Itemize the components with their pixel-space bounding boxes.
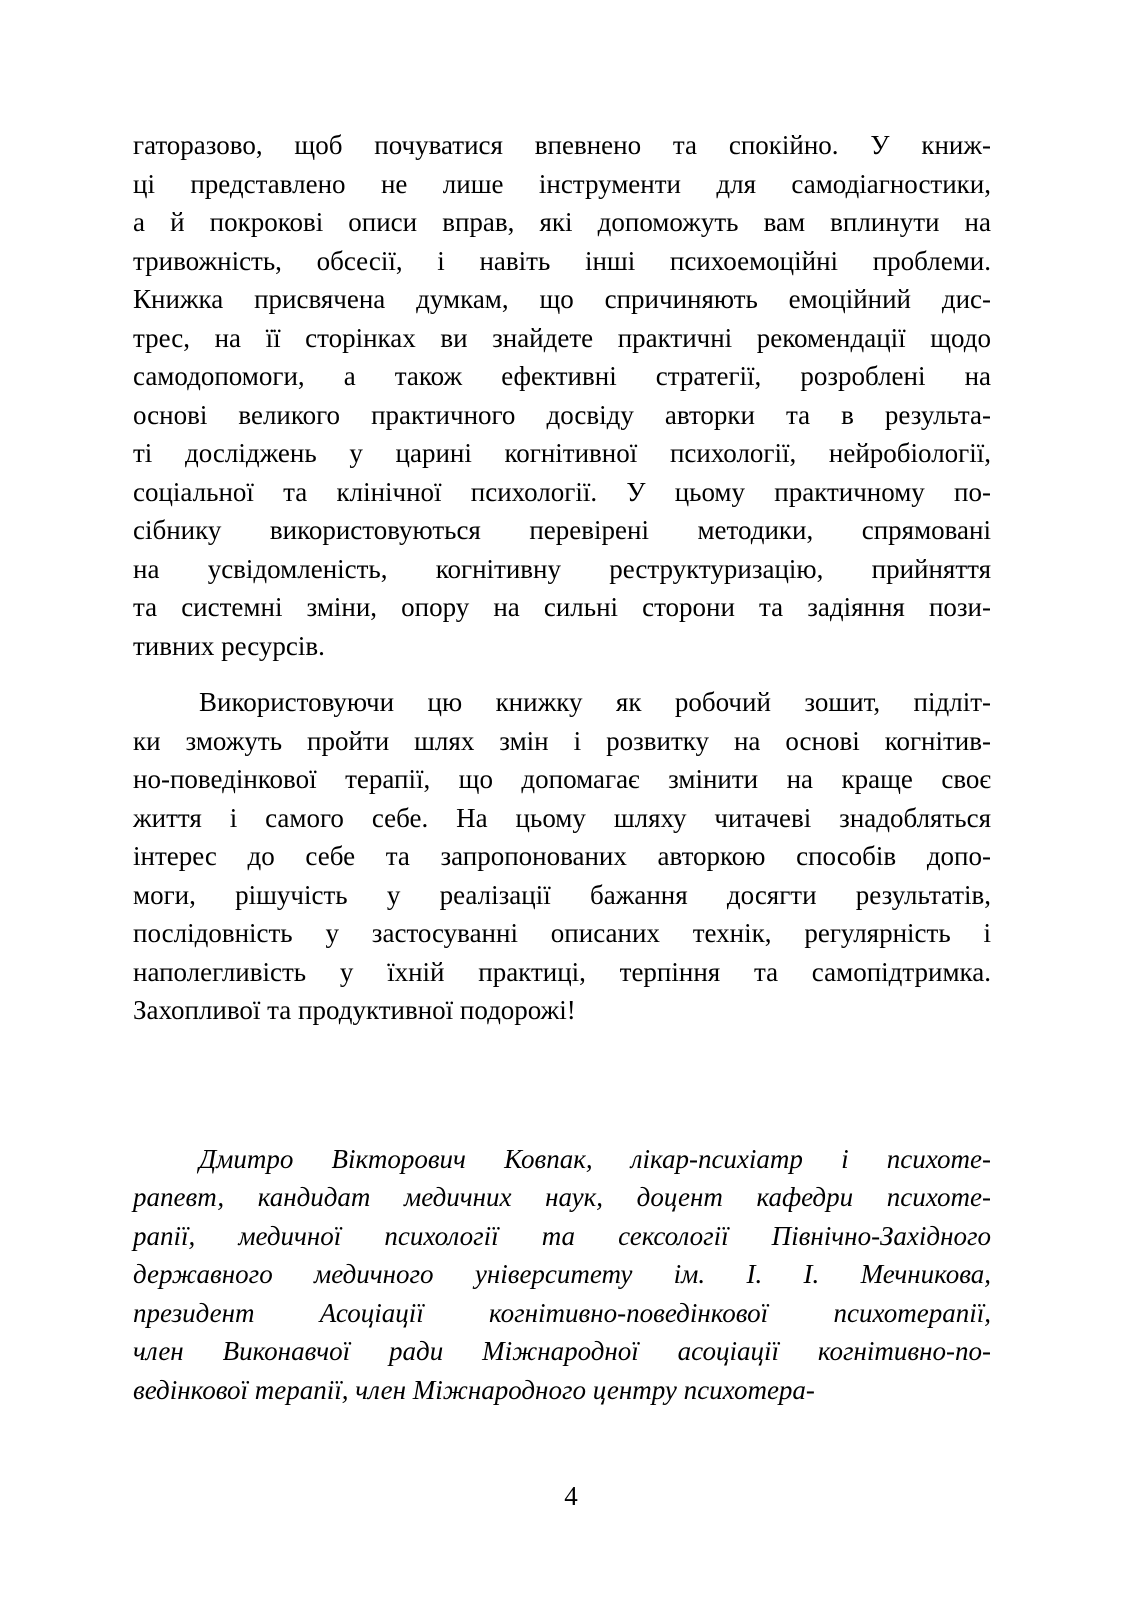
text-line: трес, на її сторінках ви знайдете практичні рекомендації щодо — [133, 322, 991, 353]
page-number: 4 — [564, 1481, 578, 1511]
text-line: та системні зміни, опору на сильні сторони та задіяння пози- — [133, 592, 991, 622]
text-line: самодопомоги, а також ефективні стратегії, розроблені на — [133, 361, 991, 391]
text-line: тивних ресурсів. — [133, 630, 325, 661]
text-line: президент Асоціації когнітивно-поведінкової психотерапії, — [133, 1297, 991, 1328]
body-paragraph — [133, 683, 991, 1030]
text-line: но-поведінкової терапії, що допомагає змінити на краще своє — [133, 764, 991, 794]
author-bio-paragraph — [133, 1140, 991, 1410]
text-line: життя і самого себе. На цьому шляху читачеві знадобляться — [133, 802, 991, 833]
text-line: послідовність у застосуванні описаних технік, регулярність і — [133, 918, 991, 948]
text-line: Захопливої та продуктивної подорожі! — [133, 995, 576, 1025]
text-line: ці представлено не лише інструменти для самодіагностики, — [133, 168, 991, 199]
text-line: наполегливість у їхній практиці, терпіння та самопідтримка. — [133, 956, 991, 987]
text-line: член Виконавчої ради Міжнародної асоціації когнітивно-по- — [133, 1336, 991, 1366]
text-line: на усвідомленість, когнітивну реструктуризацію, прийняття — [133, 553, 991, 584]
text-line: гаторазово, щоб почуватися впевнено та спокійно. У книж- — [133, 130, 991, 160]
text-line: соціальної та клінічної психології. У цьому практичному по- — [133, 476, 991, 507]
text-line: Дмитро Вікторович Ковпак, лікар-психіатр і психоте- — [199, 1143, 991, 1174]
text-line: сібнику використовуються перевірені методики, спрямовані — [133, 515, 991, 545]
text-line: ті досліджень у царині когнітивної психології, нейробіології, — [133, 438, 991, 468]
text-line: а й покрокові описи вправ, які допоможуть вам вплинути на — [133, 207, 991, 237]
text-line: Використовуючи цю книжку як робочий зошит, підліт- — [199, 687, 991, 717]
text-line: інтерес до себе та запропонованих авторкою способів допо- — [133, 841, 991, 871]
text-line: моги, рішучість у реалізації бажання досягти результатів, — [133, 879, 991, 910]
text-line: державного медичного університету ім. І. І. Мечникова, — [133, 1259, 991, 1289]
page-text — [133, 126, 991, 1409]
text-line: рапевт, кандидат медичних наук, доцент кафедри психоте- — [133, 1182, 991, 1212]
text-line: ведінкової терапії, член Міжнародного центру психотера- — [133, 1374, 815, 1405]
body-paragraph — [133, 126, 991, 665]
text-line: основі великого практичного досвіду авторки та в результа- — [133, 399, 991, 430]
text-line: Книжка присвячена думкам, що спричиняють емоційний дис- — [133, 284, 991, 314]
text-line: тривожність, обсесії, і навіть інші психоемоційні проблеми. — [133, 245, 991, 276]
text-line: ки зможуть пройти шлях змін і розвитку на основі когнітив- — [133, 725, 991, 756]
text-line: рапії, медичної психології та сексології Північно-Західного — [133, 1220, 991, 1251]
